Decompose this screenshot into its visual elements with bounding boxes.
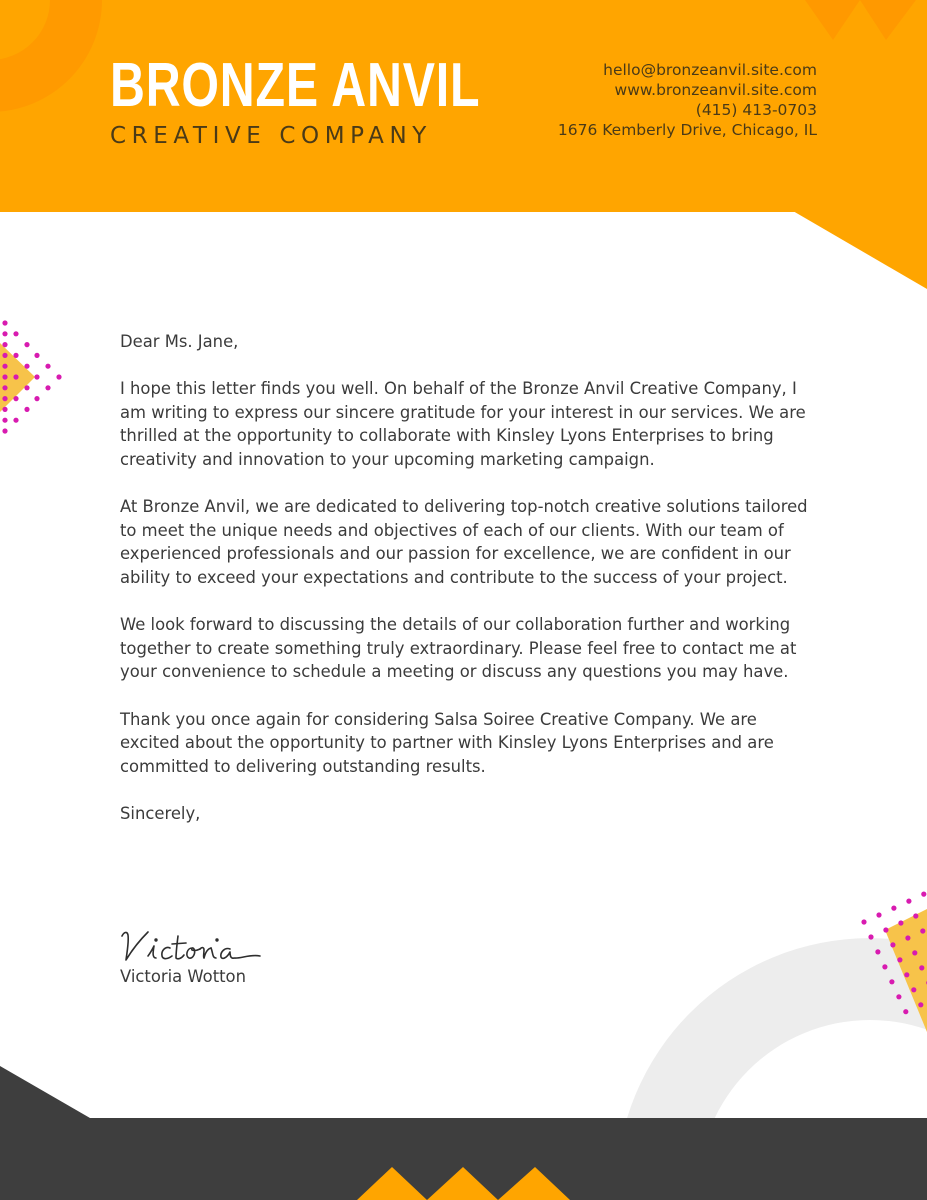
- right-dot: [883, 927, 888, 932]
- right-dot: [919, 965, 924, 970]
- left-dot: [2, 364, 7, 369]
- right-dot: [911, 987, 916, 992]
- contact-website[interactable]: www.bronzeanvil.site.com: [614, 81, 817, 99]
- right-dot: [905, 935, 910, 940]
- left-dot: [2, 396, 7, 401]
- right-dot: [903, 1009, 908, 1014]
- right-dot: [918, 1002, 923, 1007]
- left-dot: [2, 331, 7, 336]
- right-dot: [906, 899, 911, 904]
- left-dot: [2, 342, 7, 347]
- left-dot: [2, 320, 7, 325]
- right-dot: [904, 972, 909, 977]
- left-dot: [45, 385, 50, 390]
- right-dot: [882, 964, 887, 969]
- left-dot: [56, 374, 61, 379]
- contact-block: [558, 60, 817, 140]
- left-dot: [24, 385, 29, 390]
- company-tagline: CREATIVE COMPANY: [110, 123, 432, 149]
- letter-paragraph: I hope this letter finds you well. On behalf of the Bronze Anvil Creative Company, I am writing to express our sincere gratitude for your interest in our services. We are thrilled at the opportunity to collaborate with Kinsley Lyons Enterprises to bring creativity and innovation to your upcoming marketing campaign.: [120, 379, 806, 469]
- left-dot: [34, 374, 39, 379]
- header-wedge: [793, 211, 927, 289]
- salutation: Dear Ms. Jane,: [120, 332, 239, 351]
- left-dot: [13, 396, 18, 401]
- right-dot: [861, 919, 866, 924]
- left-dot: [2, 353, 7, 358]
- left-dot: [13, 353, 18, 358]
- brand-block: [110, 50, 585, 150]
- left-dot: [34, 396, 39, 401]
- left-dot: [2, 428, 7, 433]
- right-dot: [898, 920, 903, 925]
- contact-phone: (415) 413-0703: [695, 101, 817, 119]
- left-dot: [2, 418, 7, 423]
- left-dot: [2, 385, 7, 390]
- contact-address: 1676 Kemberly Drive, Chicago, IL: [557, 121, 817, 139]
- signature-image: [118, 926, 268, 968]
- left-dot: [13, 418, 18, 423]
- right-dot: [896, 994, 901, 999]
- signer-name: Victoria Wotton: [120, 967, 246, 986]
- left-dot: [24, 407, 29, 412]
- left-dot: [2, 374, 7, 379]
- footer-band: [0, 1118, 927, 1200]
- right-dot: [890, 942, 895, 947]
- header-triangle-2: [860, 0, 916, 40]
- letter-paragraph: We look forward to discussing the details of our collaboration further and working together to create something truly extraordinary. Please feel free to contact me at your convenience to schedule a meeting or discuss any questions you may have.: [120, 615, 797, 682]
- left-dot: [45, 364, 50, 369]
- header-ring-shape: [0, 0, 102, 112]
- left-dot: [34, 353, 39, 358]
- right-dot: [891, 906, 896, 911]
- right-dot: [889, 979, 894, 984]
- letter-paragraph: At Bronze Anvil, we are dedicated to delivering top-notch creative solutions tailored to meet the unique needs and objectives of each of our clients. With our team of experienced professionals and our passion for excellence, we are confident in our ability to exceed your expectations and contribute to the success of your project.: [120, 497, 808, 587]
- right-dot: [876, 912, 881, 917]
- left-dot: [2, 407, 7, 412]
- right-dot: [920, 928, 925, 933]
- right-dot: [897, 957, 902, 962]
- company-name: BRONZE ANVIL: [110, 51, 481, 120]
- right-dot: [921, 892, 926, 897]
- footer-wedge: [0, 1066, 90, 1118]
- left-dot: [24, 364, 29, 369]
- header-triangle-1: [805, 0, 860, 40]
- right-dot: [875, 949, 880, 954]
- right-dot: [912, 950, 917, 955]
- left-dot: [24, 342, 29, 347]
- right-dot: [913, 913, 918, 918]
- left-dot-pattern: [0, 320, 62, 433]
- letter-body: [120, 330, 810, 849]
- closing: Sincerely,: [120, 803, 201, 823]
- left-dot: [13, 374, 18, 379]
- right-dot: [868, 934, 873, 939]
- left-dot: [13, 331, 18, 336]
- letter-paragraph: Thank you once again for considering Salsa Soiree Creative Company. We are excited about the opportunity to partner with Kinsley Lyons Enterprises and are committed to delivering outstanding results.: [120, 709, 774, 776]
- contact-email[interactable]: hello@bronzeanvil.site.com: [603, 61, 817, 79]
